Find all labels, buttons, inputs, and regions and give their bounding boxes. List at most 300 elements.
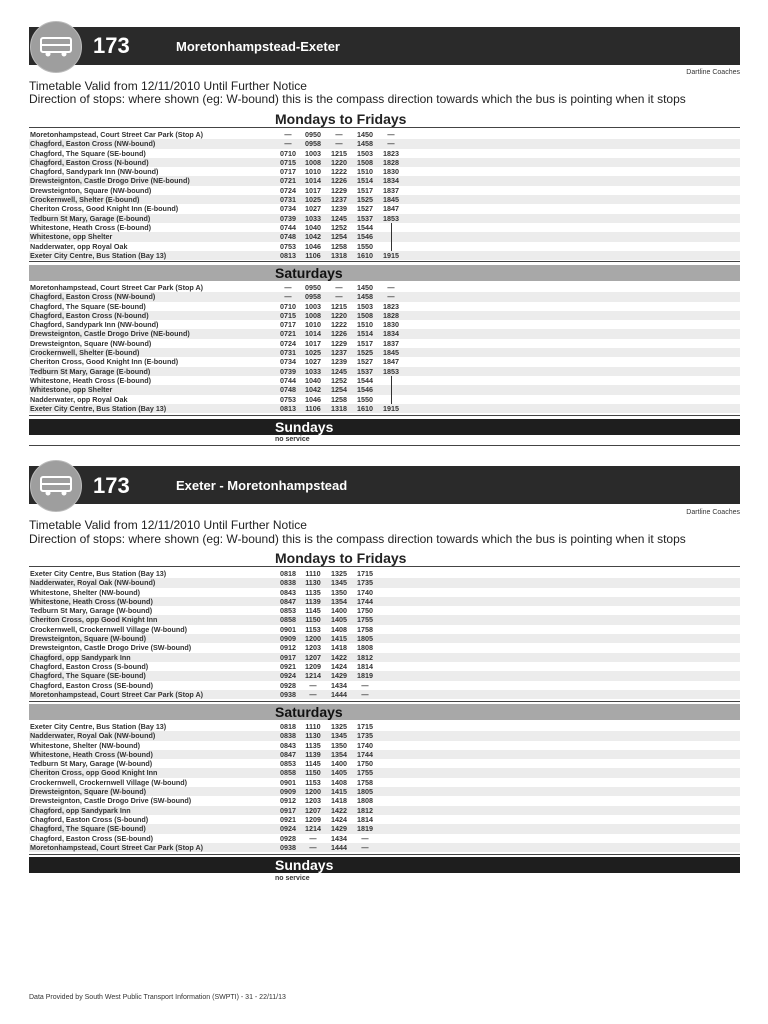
departure-time: 1153 [305, 777, 321, 787]
departure-time: — [284, 283, 292, 292]
departure-time: 1252 [331, 375, 347, 385]
table-row [29, 806, 740, 815]
departure-time: 1150 [305, 615, 321, 625]
departure-time: 1237 [331, 195, 347, 205]
stop-name: Whitestone, Shelter (NW-bound) [30, 587, 141, 597]
departure-time: 1546 [357, 385, 373, 395]
stop-name: Whitestone, Shelter (NW-bound) [30, 740, 141, 750]
stop-name: Chagford, opp Sandypark Inn [30, 805, 131, 815]
table-row [29, 214, 740, 223]
departure-time: 1514 [357, 329, 373, 339]
table-row [29, 759, 740, 768]
departure-time: 0710 [280, 301, 296, 311]
departure-time: 1837 [383, 338, 399, 348]
stop-name: Tedburn St Mary, Garage (W-bound) [30, 606, 153, 616]
stop-name: Crockernwell, Shelter (E-bound) [30, 348, 140, 358]
departure-time: 1003 [305, 148, 321, 158]
departure-time: — [284, 139, 292, 149]
departure-time: 1415 [331, 634, 347, 644]
table-row [29, 195, 740, 204]
stop-name: Nadderwater, Royal Oak (NW-bound) [30, 578, 156, 588]
stop-name: Tedburn St Mary, Garage (E-bound) [30, 366, 151, 376]
departure-time: 1422 [331, 652, 347, 662]
day-heading-label: Mondays to Fridays [275, 550, 407, 566]
departure-time: 0912 [280, 643, 296, 653]
departure-time: 0921 [280, 661, 296, 671]
table-row [29, 768, 740, 777]
table-row [29, 671, 740, 680]
table-row [29, 731, 740, 740]
table-row [29, 158, 740, 167]
departure-time: 1853 [383, 366, 399, 376]
departure-time: 1220 [331, 157, 347, 167]
departure-time: 0847 [280, 749, 296, 759]
departure-time: 1434 [331, 833, 347, 843]
departure-time: 1203 [305, 643, 321, 653]
departure-time: 1008 [305, 157, 321, 167]
departure-time: 1408 [331, 777, 347, 787]
departure-time: — [387, 283, 395, 292]
departure-time: 0753 [280, 394, 296, 404]
stop-name: Whitestone, opp Shelter [30, 232, 113, 242]
departure-time: 1245 [331, 213, 347, 223]
departure-time: 0838 [280, 578, 296, 588]
stop-name: Drewsteignton, Castle Drogo Drive (NE-bound) [30, 176, 190, 186]
timetable-saturdays [29, 283, 740, 413]
departure-time: 1828 [383, 310, 399, 320]
stop-name: Chagford, Easton Cross (SE-bound) [30, 833, 153, 843]
day-heading-sundays [29, 419, 740, 435]
departure-time: 1110 [305, 569, 321, 578]
departure-time: 1345 [331, 731, 347, 741]
departure-time: 0958 [305, 292, 321, 302]
table-row [29, 741, 740, 750]
departure-time: 1042 [305, 232, 321, 242]
route-number: 173 [93, 473, 130, 498]
stop-name: Chagford, Sandypark Inn (NW-bound) [30, 167, 159, 177]
departure-time: 1325 [331, 569, 347, 578]
day-heading-label: Mondays to Fridays [275, 111, 407, 127]
departure-time: 1207 [305, 805, 321, 815]
table-row [29, 750, 740, 759]
stop-name: Whitestone, Heath Cross (W-bound) [30, 596, 153, 606]
stop-name: Chagford, Easton Cross (N-bound) [30, 310, 149, 320]
table-row [29, 625, 740, 634]
departure-time: 1837 [383, 185, 399, 195]
departure-time: 1145 [305, 759, 321, 769]
departure-time: 1845 [383, 348, 399, 358]
table-row [29, 320, 740, 329]
departure-time: 1027 [305, 357, 321, 367]
table-row [29, 778, 740, 787]
departure-time: 1215 [331, 148, 347, 158]
departure-time: 1610 [357, 250, 373, 260]
table-row [29, 283, 740, 292]
day-heading-weekdays [29, 550, 740, 567]
table-divider [29, 415, 740, 416]
departure-time: 1458 [357, 139, 373, 149]
route-badge [30, 21, 82, 73]
route-number: 173 [93, 33, 130, 58]
departure-time: — [387, 139, 395, 149]
departure-time: 1350 [331, 587, 347, 597]
stop-name: Cheriton Cross, Good Knight Inn (E-bound) [30, 204, 179, 214]
stop-name: Crockernwell, Crockernwell Village (W-bound) [30, 777, 188, 787]
departure-time: 1033 [305, 213, 321, 223]
departure-time: 1805 [357, 787, 373, 797]
table-row [29, 348, 740, 357]
table-row [29, 662, 740, 671]
departure-time: 1135 [305, 740, 321, 750]
departure-time: 0901 [280, 624, 296, 634]
table-row [29, 251, 740, 260]
departure-time: 0744 [280, 222, 296, 232]
departure-time: — [284, 130, 292, 139]
table-row [29, 311, 740, 320]
departure-time: 0909 [280, 787, 296, 797]
departure-time: 1252 [331, 222, 347, 232]
departure-time: 0748 [280, 385, 296, 395]
departure-time: 1808 [357, 796, 373, 806]
no-service-note: no service [275, 436, 310, 443]
departure-time: — [361, 689, 369, 699]
departure-time: 1014 [305, 329, 321, 339]
table-row [29, 578, 740, 587]
departure-time: 0721 [280, 329, 296, 339]
stop-name: Cheriton Cross, opp Good Knight Inn [30, 615, 158, 625]
departure-time: 1106 [305, 250, 321, 260]
departure-time: 1828 [383, 157, 399, 167]
departure-time: 1415 [331, 787, 347, 797]
departure-time: 1214 [305, 671, 321, 681]
table-row [29, 588, 740, 597]
stop-name: Exeter City Centre, Bus Station (Bay 13) [30, 722, 167, 731]
departure-time: — [335, 139, 343, 149]
departure-time: 0717 [280, 320, 296, 330]
stop-name: Moretonhampstead, Court Street Car Park (Stop A) [30, 283, 204, 292]
stop-name: Whitestone, Heath Cross (W-bound) [30, 749, 153, 759]
table-row [29, 302, 740, 311]
stop-name: Whitestone, Heath Cross (E-bound) [30, 375, 151, 385]
no-service-note: no service [275, 875, 310, 882]
departure-time: 1424 [331, 661, 347, 671]
departure-time: 1510 [357, 320, 373, 330]
departure-time: 1744 [357, 749, 373, 759]
table-row [29, 404, 740, 413]
table-divider [29, 854, 740, 855]
departure-time: 0853 [280, 606, 296, 616]
departure-time: — [309, 833, 317, 843]
departure-time: 0843 [280, 740, 296, 750]
departure-time: 1735 [357, 578, 373, 588]
table-row [29, 395, 740, 404]
departure-time: 1400 [331, 606, 347, 616]
departure-time: 1715 [357, 722, 373, 731]
table-row [29, 569, 740, 578]
departure-time: 1203 [305, 796, 321, 806]
departure-time: 1139 [305, 749, 321, 759]
departure-time: 1830 [383, 320, 399, 330]
departure-time: — [309, 689, 317, 699]
stop-name: Drewsteignton, Square (W-bound) [30, 787, 147, 797]
stop-name: Nadderwater, opp Royal Oak [30, 394, 128, 404]
departure-time: 1325 [331, 722, 347, 731]
departure-time: 1458 [357, 292, 373, 302]
departure-time: 1819 [357, 824, 373, 834]
departure-time: 1200 [305, 634, 321, 644]
departure-time: 0715 [280, 157, 296, 167]
stop-name: Whitestone, opp Shelter [30, 385, 113, 395]
departure-time: 1003 [305, 301, 321, 311]
departure-time: 1444 [331, 842, 347, 852]
departure-time: — [361, 680, 369, 690]
stop-name: Nadderwater, Royal Oak (NW-bound) [30, 731, 156, 741]
departure-time: 1200 [305, 787, 321, 797]
table-row [29, 376, 740, 385]
table-row [29, 824, 740, 833]
day-heading-saturdays [29, 704, 740, 720]
departure-time: 1823 [383, 301, 399, 311]
departure-time: 1046 [305, 394, 321, 404]
departure-time: 0928 [280, 680, 296, 690]
departure-time: 1740 [357, 740, 373, 750]
stop-name: Chagford, Easton Cross (SE-bound) [30, 680, 153, 690]
departure-time: 1214 [305, 824, 321, 834]
stop-name: Moretonhampstead, Court Street Car Park (Stop A) [30, 130, 204, 139]
stop-name: Cheriton Cross, opp Good Knight Inn [30, 768, 158, 778]
departure-time: 0731 [280, 348, 296, 358]
departure-time: 1106 [305, 403, 321, 413]
departure-time: 1740 [357, 587, 373, 597]
stop-name: Chagford, The Square (SE-bound) [30, 301, 146, 311]
departure-time: 1350 [331, 740, 347, 750]
departure-time: 1517 [357, 338, 373, 348]
departure-time: 1418 [331, 796, 347, 806]
departure-time: 1014 [305, 176, 321, 186]
day-heading-saturdays [29, 265, 740, 281]
operator-name: Dartline Coaches [686, 509, 740, 516]
departure-time: 1400 [331, 759, 347, 769]
departure-time: 1517 [357, 185, 373, 195]
departure-time: 1735 [357, 731, 373, 741]
departure-time: 0847 [280, 596, 296, 606]
departure-time: 1527 [357, 204, 373, 214]
departure-time: 0912 [280, 796, 296, 806]
departure-time: 1229 [331, 338, 347, 348]
departure-time: 1550 [357, 241, 373, 251]
departure-time: 0724 [280, 338, 296, 348]
departure-time: 1130 [305, 731, 321, 741]
table-row [29, 339, 740, 348]
table-row [29, 643, 740, 652]
departure-time: 1209 [305, 814, 321, 824]
departure-time: 1222 [331, 320, 347, 330]
stop-name: Chagford, The Square (SE-bound) [30, 148, 146, 158]
departure-time: 0950 [305, 283, 321, 292]
table-row [29, 815, 740, 824]
departure-time: 1834 [383, 329, 399, 339]
stop-name: Exeter City Centre, Bus Station (Bay 13) [30, 250, 167, 260]
departure-time: 1755 [357, 615, 373, 625]
departure-time: 0744 [280, 375, 296, 385]
table-row [29, 796, 740, 805]
departure-time: 1550 [357, 394, 373, 404]
table-row [29, 787, 740, 796]
departure-time: 1318 [331, 403, 347, 413]
departure-time: 0753 [280, 241, 296, 251]
departure-time: 1418 [331, 643, 347, 653]
departure-time: 1546 [357, 232, 373, 242]
service-continuation-line [391, 376, 392, 404]
departure-time: 1525 [357, 195, 373, 205]
departure-time: 0734 [280, 357, 296, 367]
route-name: Exeter - Moretonhampstead [176, 478, 348, 493]
table-row [29, 357, 740, 366]
departure-time: 1527 [357, 357, 373, 367]
stop-name: Drewsteignton, Square (W-bound) [30, 634, 147, 644]
table-row [29, 653, 740, 662]
departure-time: 0853 [280, 759, 296, 769]
departure-time: 0818 [280, 722, 296, 731]
table-row [29, 367, 740, 376]
departure-time: 1245 [331, 366, 347, 376]
departure-time: 1812 [357, 805, 373, 815]
departure-time: 1040 [305, 375, 321, 385]
departure-time: 1525 [357, 348, 373, 358]
day-heading-weekdays [29, 111, 740, 128]
departure-time: 1503 [357, 148, 373, 158]
direction-notice: Direction of stops: where shown (eg: W-bound) this is the compass direction towards which the bus is pointing when it stops [29, 532, 686, 546]
table-row [29, 615, 740, 624]
departure-time: 1508 [357, 157, 373, 167]
stop-name: Crockernwell, Shelter (E-bound) [30, 195, 140, 205]
table-divider [29, 445, 740, 446]
stop-name: Moretonhampstead, Court Street Car Park (Stop A) [30, 842, 204, 852]
stop-name: Exeter City Centre, Bus Station (Bay 13) [30, 569, 167, 578]
departure-time: 1207 [305, 652, 321, 662]
valid-notice: Timetable Valid from 12/11/2010 Until Further Notice [29, 518, 307, 532]
departure-time: 1153 [305, 624, 321, 634]
departure-time: 1537 [357, 366, 373, 376]
stop-name: Whitestone, Heath Cross (E-bound) [30, 222, 151, 232]
departure-time: — [361, 842, 369, 852]
departure-time: 1537 [357, 213, 373, 223]
day-heading-label: Saturdays [275, 265, 343, 281]
stop-name: Chagford, The Square (SE-bound) [30, 671, 146, 681]
departure-time: 1805 [357, 634, 373, 644]
table-row [29, 167, 740, 176]
departure-time: 1226 [331, 329, 347, 339]
departure-time: 1408 [331, 624, 347, 634]
departure-time: 1354 [331, 749, 347, 759]
departure-time: 1239 [331, 204, 347, 214]
departure-time: — [387, 130, 395, 139]
departure-time: 1503 [357, 301, 373, 311]
departure-time: 0858 [280, 768, 296, 778]
departure-time: 0813 [280, 250, 296, 260]
departure-time: 1254 [331, 232, 347, 242]
table-row [29, 681, 740, 690]
table-divider [29, 701, 740, 702]
stop-name: Tedburn St Mary, Garage (W-bound) [30, 759, 153, 769]
service-continuation-line [391, 223, 392, 251]
stop-name: Nadderwater, opp Royal Oak [30, 241, 128, 251]
departure-time: 1444 [331, 689, 347, 699]
departure-time: 1145 [305, 606, 321, 616]
departure-time: 1830 [383, 167, 399, 177]
departure-time: — [335, 283, 343, 292]
departure-time: 1040 [305, 222, 321, 232]
departure-time: 1758 [357, 777, 373, 787]
departure-time: 1229 [331, 185, 347, 195]
route-banner [29, 466, 740, 504]
departure-time: 1744 [357, 596, 373, 606]
departure-time: — [387, 292, 395, 302]
departure-time: 1354 [331, 596, 347, 606]
stop-name: Moretonhampstead, Court Street Car Park (Stop A) [30, 689, 204, 699]
timetable-weekdays [29, 130, 740, 260]
departure-time: 0928 [280, 833, 296, 843]
departure-time: 0739 [280, 366, 296, 376]
footer-credit: Data Provided by South West Public Transport Information (SWPTI) - 31 - 22/11/13 [29, 994, 286, 1001]
table-row [29, 385, 740, 394]
departure-time: 0938 [280, 842, 296, 852]
departure-time: 1135 [305, 587, 321, 597]
departure-time: 0748 [280, 232, 296, 242]
table-row [29, 204, 740, 213]
table-row [29, 232, 740, 241]
departure-time: 1750 [357, 759, 373, 769]
stop-name: Chagford, Easton Cross (NW-bound) [30, 139, 156, 149]
departure-time: 1434 [331, 680, 347, 690]
stop-name: Drewsteignton, Square (NW-bound) [30, 185, 152, 195]
stop-name: Chagford, Easton Cross (S-bound) [30, 814, 149, 824]
departure-time: 1258 [331, 241, 347, 251]
departure-time: 1222 [331, 167, 347, 177]
departure-time: 1025 [305, 348, 321, 358]
stop-name: Drewsteignton, Castle Drogo Drive (SW-bound) [30, 796, 192, 806]
departure-time: 1237 [331, 348, 347, 358]
route-name: Moretonhampstead-Exeter [176, 39, 340, 54]
departure-time: 1017 [305, 185, 321, 195]
departure-time: 1450 [357, 283, 373, 292]
departure-time: 0734 [280, 204, 296, 214]
departure-time: 0909 [280, 634, 296, 644]
departure-time: 1758 [357, 624, 373, 634]
departure-time: 0950 [305, 130, 321, 139]
stop-name: Drewsteignton, Castle Drogo Drive (NE-bound) [30, 329, 190, 339]
departure-time: 1544 [357, 222, 373, 232]
departure-time: 1750 [357, 606, 373, 616]
departure-time: 0710 [280, 148, 296, 158]
route-badge [30, 460, 82, 512]
departure-time: 1010 [305, 320, 321, 330]
table-row [29, 223, 740, 232]
departure-time: 1027 [305, 204, 321, 214]
departure-time: 1239 [331, 357, 347, 367]
departure-time: 1422 [331, 805, 347, 815]
departure-time: 0917 [280, 805, 296, 815]
departure-time: 1318 [331, 250, 347, 260]
stop-name: Chagford, Easton Cross (S-bound) [30, 661, 149, 671]
departure-time: 1508 [357, 310, 373, 320]
stop-name: Chagford, Easton Cross (NW-bound) [30, 292, 156, 302]
departure-time: 1017 [305, 338, 321, 348]
operator-name: Dartline Coaches [686, 69, 740, 76]
departure-time: 1847 [383, 204, 399, 214]
day-heading-label: Sundays [275, 419, 334, 435]
departure-time: 0731 [280, 195, 296, 205]
